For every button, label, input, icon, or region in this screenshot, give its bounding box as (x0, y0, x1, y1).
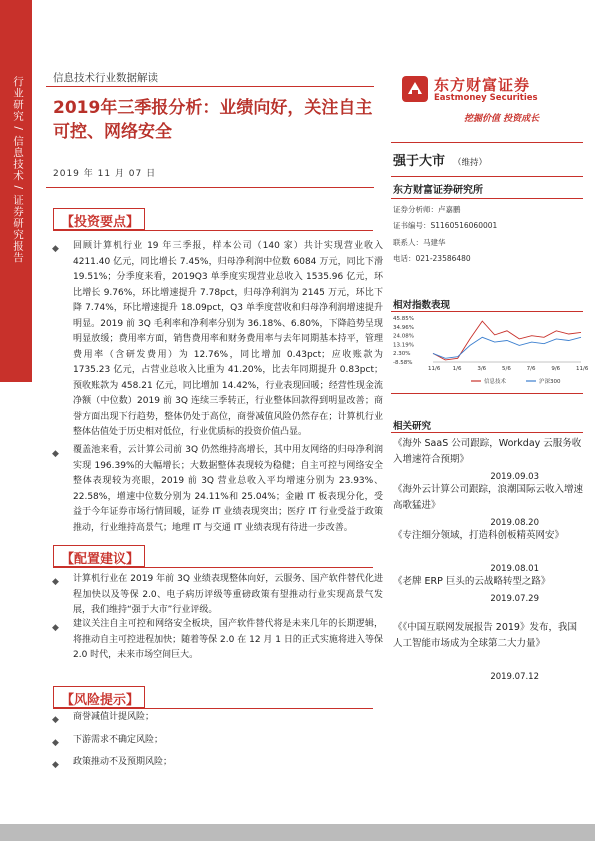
contact: 联系人：马建华 (393, 238, 446, 247)
cert-number: 证书编号：S1160516060001 (393, 221, 498, 230)
phone: 电话：021-23586480 (393, 254, 471, 263)
related-research-title: 相关研究 (393, 421, 432, 432)
divider (391, 393, 583, 394)
section-title-investment: 【投资要点】 (53, 208, 145, 230)
related-research-item[interactable]: 《专注细分领域，打造科创板精英网安》 (393, 530, 565, 541)
divider (391, 198, 583, 199)
brand-name-cn: 东方财富证券 (434, 76, 531, 94)
x-tick-label: 9/6 (551, 366, 561, 372)
related-research-date: 2019.07.12 (490, 672, 539, 682)
divider (391, 176, 583, 177)
bullet-icon: ◆ (52, 449, 59, 459)
advice-p2: 建议关注自主可控和网络安全板块，国产软件替代将是未来几年的长期逻辑，将推动自主可控进程加快；随着等保 2.0 在 12 月 1 日的正式实施将进入等保 2.0 时代，未来市场空间巨大。 (73, 619, 383, 660)
brand-slogan: 挖掘价值 投资成长 (464, 114, 540, 124)
x-tick-label: 5/6 (502, 366, 511, 372)
bullet-icon: ◆ (52, 577, 59, 587)
risk-item: 商誉减值计提风险； (73, 712, 155, 722)
sidebar (0, 0, 32, 382)
related-research-date: 2019.09.03 (490, 472, 539, 482)
rating-sub: （维持） (453, 158, 488, 168)
bullet-icon: ◆ (52, 738, 59, 748)
divider (53, 230, 373, 231)
x-tick-label: 11/6 (428, 366, 441, 372)
x-tick-label: 1/6 (452, 366, 462, 372)
relative-index-chart (391, 314, 589, 390)
series-line-hs300 (433, 337, 581, 358)
divider (391, 311, 583, 312)
divider (53, 708, 373, 709)
y-tick-label: 13.19% (393, 342, 414, 349)
divider (53, 567, 373, 568)
legend-label: 信息技术 (484, 379, 507, 385)
investment-p2: 覆盖池来看，云计算公司前 3Q 仍然维持高增长，其中用友网络的归母净利润实现 196.39%的大幅增长；大数据整体表现较为稳健；自主可控与网络安全整体表现较为亮眼，2019 前 3Q 营业总收入平均增速分别为 23.93%、22.58%，增速中位数分别为 24.11%和 25.04%；金融 IT 板表现分化，受益于今年证券市场行情回暖，证券 IT 业绩表现突出；医疗 IT 行业受益于政策推动，行业维持高景气；地理 IT 与交通 IT 业绩表现有待进一步改善。 (73, 445, 383, 533)
related-research-date: 2019.08.01 (490, 564, 539, 574)
x-tick-label: 11/6 (576, 366, 589, 372)
risk-item: 政策推动不及预期风险； (73, 757, 173, 767)
rating-label: 强于大市 (393, 154, 446, 169)
y-tick-label: 24.08% (393, 333, 414, 340)
report-date: 2019 年 11 月 07 日 (53, 169, 157, 179)
y-tick-label: 45.85% (393, 316, 414, 322)
related-research-item[interactable]: 《海外 SaaS 公司跟踪，Workday 云服务收入增速符合预期》 (393, 438, 582, 465)
y-tick-label: 34.96% (393, 324, 414, 331)
section-title-advice: 【配置建议】 (53, 545, 145, 567)
x-tick-label: 7/6 (526, 366, 536, 372)
rating (393, 150, 487, 169)
advice-p1: 计算机行业在 2019 年前 3Q 业绩表现整体向好，云服务、国产软件替代化进程加快以及等保 2.0、电子病历评级等重磅政策有望推动行业实现高景气发展，我们维持“强于大市”行业评级。 (73, 574, 383, 615)
brand-logo (400, 74, 550, 104)
legend-label: 沪深300 (539, 379, 561, 385)
divider (391, 432, 583, 433)
divider (46, 187, 374, 188)
related-research-date: 2019.07.29 (490, 594, 539, 604)
analyst: 证券分析师：卢嘉鹏 (393, 205, 461, 214)
bullet-icon: ◆ (52, 623, 59, 633)
divider (46, 86, 374, 87)
related-research-date: 2019.08.20 (490, 518, 539, 528)
x-tick-label: 3/6 (477, 366, 487, 372)
bullet-icon: ◆ (52, 715, 59, 725)
chart-title: 相对指数表现 (393, 300, 451, 311)
divider (391, 142, 583, 143)
investment-p1: 回顾计算机行业 19 年三季报，样本公司（140 家）共计实现营业收入 4211.40 亿元，同比增长 7.45%，归母净利润中位数 6084 万元，同比下滑 19.51%；分季度来看，2019Q3 单季度实现营业总收入 1535.96 亿元，环比增长 9.76%，环比增速提升 7.78pct，归母净利润为 2145 万元，环比下降 7.74%，环比增速提升 18.09pct，Q3 单季度营收和归母净利润增速提升明显。2019 前 3Q 毛利率和净利率分别为 36.18%、6.80%，下降趋势呈现明显放缓；费用率方面，销售费用率和财务费用率与去年同期基本持平，管理费用率（含研发费用）为 12.76%，同比增加 0.43pct；应收账款为 1735.23 亿元，占营业总收入比重为 41.20%，比去年同期提升 0.83pct；预收账款为 458.21 亿元，同比增加 14.42%，行业表现回暖；经营性现金流净额（中位数）2019 前 3Q 连续三季转正，行业整体回款得到明显改善；商誉方面出现下行趋势，整体仍处于高位，商誉减值风险仍然存在；计算机行业整体估值处于历史相对低位，行业优质标的投资价值凸显。 (73, 241, 383, 437)
logo-mark-icon (400, 74, 430, 104)
y-tick-label: -8.58% (393, 360, 413, 366)
sidebar-text: 行业研究 / 信息技术 / 证券研究报告 (12, 76, 24, 264)
section-title-risk: 【风险提示】 (53, 686, 145, 708)
doc-type: 信息技术行业数据解读 (53, 72, 158, 84)
institute-name: 东方财富证券研究所 (393, 185, 483, 196)
bullet-icon: ◆ (52, 760, 59, 770)
risk-item: 下游需求不确定风险； (73, 735, 164, 745)
page-title: 2019年三季报分析：业绩向好，关注自主可控、网络安全 (53, 98, 373, 142)
related-research-item[interactable]: 《《中国互联网发展报告 2019》发布，我国人工智能市场成为全球第二大力量》 (393, 622, 577, 649)
bullet-icon: ◆ (52, 244, 59, 254)
related-research-item[interactable]: 《海外云计算公司跟踪，浪潮国际云收入增速高歌猛进》 (393, 484, 584, 511)
related-research-item[interactable]: 《老牌 ERP 巨头的云战略转型之路》 (393, 576, 551, 587)
footer-bar (0, 824, 595, 841)
y-tick-label: 2.30% (393, 351, 411, 358)
brand-name-en: Eastmoney Securities (434, 93, 538, 103)
